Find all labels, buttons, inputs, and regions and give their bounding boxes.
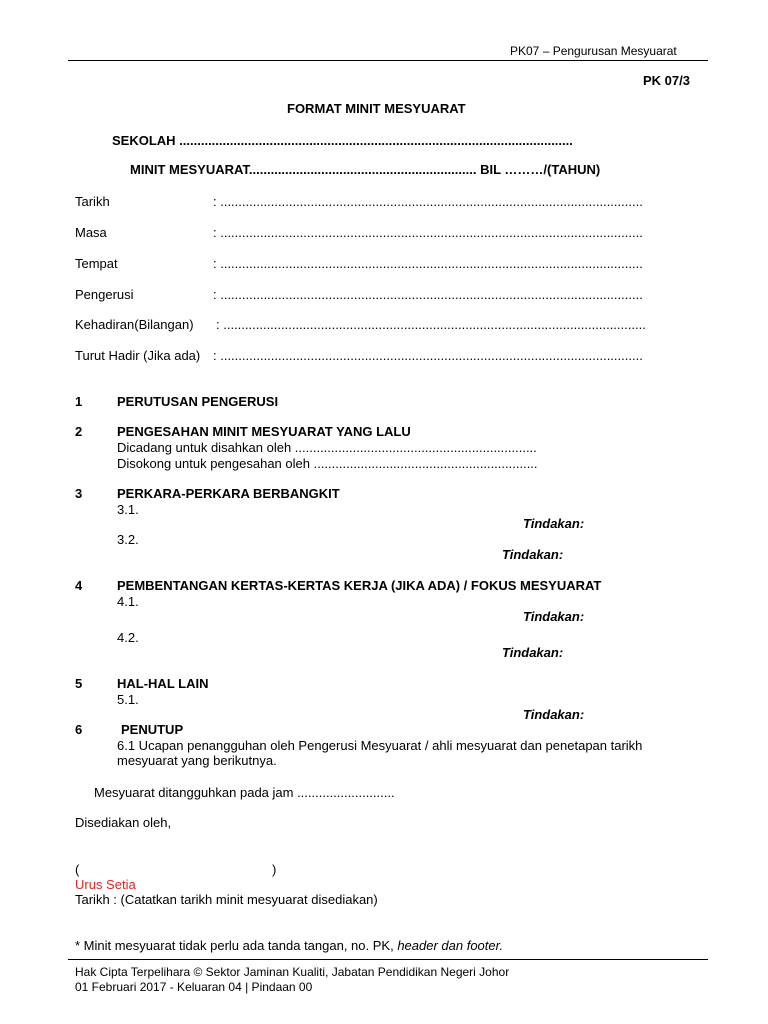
section-6-line-2: mesyuarat yang berikutnya. [117, 753, 277, 768]
page-title: FORMAT MINIT MESYUARAT [287, 101, 466, 116]
section-2-number: 2 [75, 424, 83, 439]
section-4-item-2: 4.2. [117, 630, 139, 645]
section-3-title: PERKARA-PERKARA BERBANGKIT [117, 486, 340, 501]
section-2-line-1: Dicadang untuk disahkan oleh ................................................................... [117, 440, 537, 455]
footnote [75, 938, 503, 953]
footnote-italic: header dan footer. [397, 938, 504, 953]
section-6-number: 6 [75, 722, 83, 737]
field-value-pengerusi: : ..................................................................................................................... [213, 287, 643, 302]
sekolah-line: SEKOLAH ............................................................................................................. [112, 133, 573, 148]
tarikh-note: Tarikh : (Catatkan tarikh minit mesyuarat disediakan) [75, 892, 378, 907]
footer-rule [68, 959, 708, 960]
minit-line: MINIT MESYUARAT............................................................... BIL ………/(TAHUN) [130, 162, 601, 177]
header-rule [68, 60, 708, 61]
tindakan-label: Tindakan: [502, 645, 564, 660]
field-label-tempat: Tempat [75, 256, 118, 271]
field-value-tarikh: : ..................................................................................................................... [213, 194, 643, 209]
field-label-tarikh: Tarikh [75, 194, 110, 209]
section-4-number: 4 [75, 578, 83, 593]
signature-close-paren: ) [272, 862, 277, 877]
field-value-kehadiran: : ..................................................................................................................... [216, 317, 646, 332]
section-2-line-2: Disokong untuk pengesahan oleh .............................................................. [117, 456, 538, 471]
section-4-item-1: 4.1. [117, 594, 139, 609]
tindakan-label: Tindakan: [523, 609, 585, 624]
running-header: PK07 – Pengurusan Mesyuarat [510, 44, 677, 58]
section-3-number: 3 [75, 486, 83, 501]
section-1-title: PERUTUSAN PENGERUSI [117, 394, 279, 409]
section-5-number: 5 [75, 676, 83, 691]
field-value-turut-hadir: : ..................................................................................................................... [213, 348, 643, 363]
signature-open-paren: ( [75, 862, 80, 877]
section-3-item-2: 3.2. [117, 532, 139, 547]
footnote-main: * Minit mesyuarat tidak perlu ada tanda tangan, no. PK, [75, 938, 398, 953]
doc-code: PK 07/3 [643, 73, 690, 88]
footer-copyright: Hak Cipta Terpelihara © Sektor Jaminan Kualiti, Jabatan Pendidikan Negeri Johor [75, 965, 510, 979]
section-5-title: HAL-HAL LAIN [117, 676, 209, 691]
field-value-tempat: : ..................................................................................................................... [213, 256, 643, 271]
section-3-item-1: 3.1. [117, 502, 139, 517]
field-label-turut-hadir: Turut Hadir (Jika ada) [75, 348, 201, 363]
field-label-kehadiran: Kehadiran(Bilangan) [75, 317, 194, 332]
footer-revision: 01 Februari 2017 - Keluaran 04 | Pindaan 00 [75, 980, 313, 994]
tindakan-label: Tindakan: [523, 707, 585, 722]
disediakan-oleh: Disediakan oleh, [75, 815, 172, 830]
section-1-number: 1 [75, 394, 83, 409]
field-label-pengerusi: Pengerusi [75, 287, 134, 302]
field-label-masa: Masa [75, 225, 107, 240]
section-6-line-1: 6.1 Ucapan penangguhan oleh Pengerusi Mesyuarat / ahli mesyuarat dan penetapan tarikh [117, 738, 643, 753]
section-6-title: PENUTUP [121, 722, 184, 737]
tindakan-label: Tindakan: [502, 547, 564, 562]
ditangguhkan-line: Mesyuarat ditangguhkan pada jam ........................... [94, 785, 395, 800]
tindakan-label: Tindakan: [523, 516, 585, 531]
section-4-title: PEMBENTANGAN KERTAS-KERTAS KERJA (JIKA ADA) / FOKUS MESYUARAT [117, 578, 602, 593]
section-5-item-1: 5.1. [117, 692, 139, 707]
field-value-masa: : ..................................................................................................................... [213, 225, 643, 240]
section-2-title: PENGESAHAN MINIT MESYUARAT YANG LALU [117, 424, 411, 439]
urus-setia-label: Urus Setia [75, 877, 136, 892]
